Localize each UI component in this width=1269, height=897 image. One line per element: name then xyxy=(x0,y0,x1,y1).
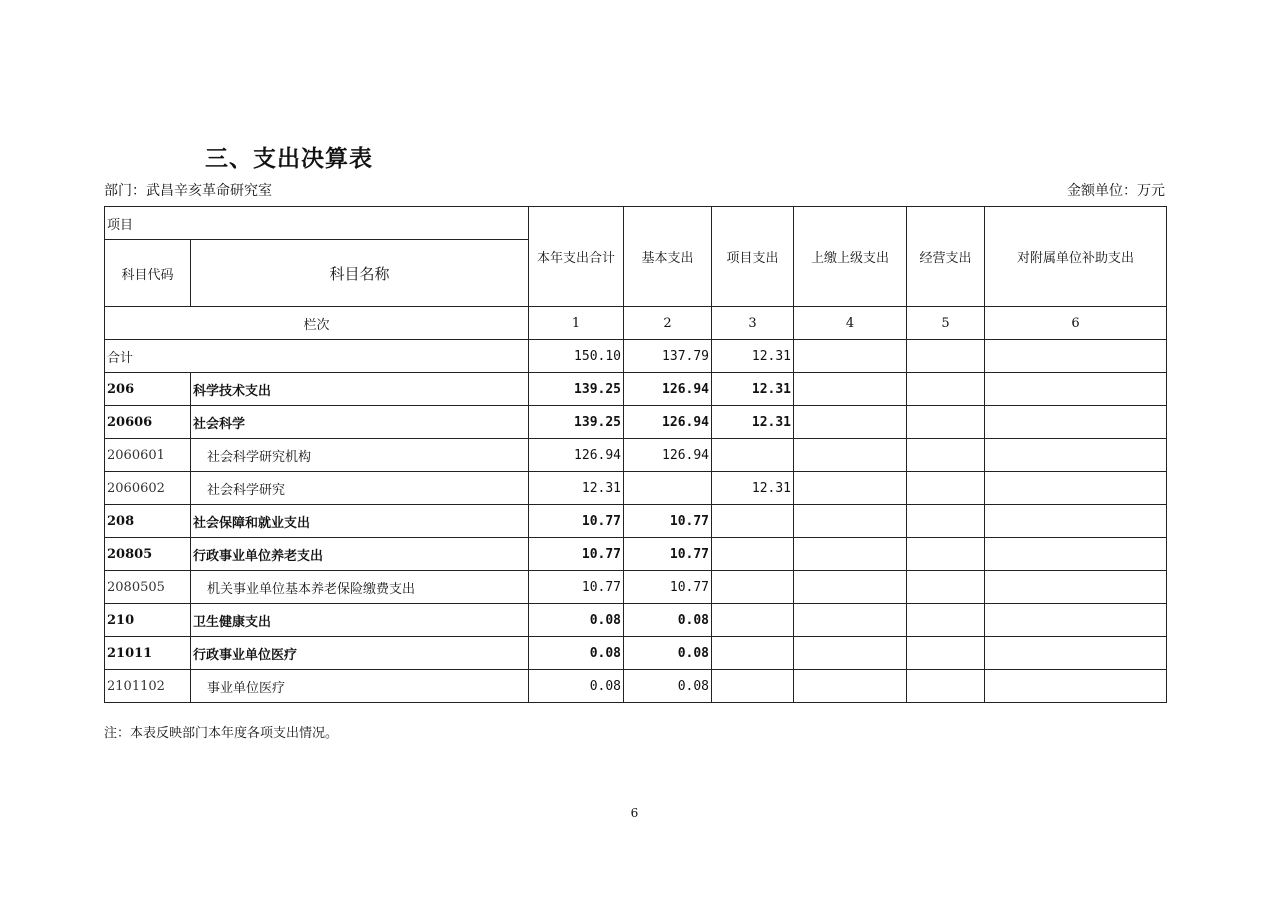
amount-cell xyxy=(712,604,794,637)
amount-cell xyxy=(794,538,907,571)
amount-cell xyxy=(985,340,1167,373)
amount-cell xyxy=(985,604,1167,637)
amount-cell: 10.77 xyxy=(529,571,624,604)
amount-cell: 10.77 xyxy=(624,505,712,538)
amount-cell xyxy=(794,604,907,637)
subject-name: 社会科学研究机构 xyxy=(191,439,529,472)
amount-cell: 12.31 xyxy=(529,472,624,505)
amount-cell: 137.79 xyxy=(624,340,712,373)
subject-code: 21011 xyxy=(105,637,191,670)
table-row xyxy=(105,472,1167,505)
amount-cell: 0.08 xyxy=(624,637,712,670)
table-row xyxy=(105,505,1167,538)
department-label: 部门：武昌辛亥革命研究室 xyxy=(104,183,272,199)
unit-label: 金额单位：万元 xyxy=(1067,183,1165,199)
col-number: 2 xyxy=(624,307,712,340)
col-header-total: 本年支出合计 xyxy=(529,207,624,307)
amount-cell xyxy=(907,373,985,406)
table-row xyxy=(105,439,1167,472)
row-label: 栏次 xyxy=(105,307,529,340)
col-number: 6 xyxy=(985,307,1167,340)
amount-cell xyxy=(794,340,907,373)
amount-cell: 0.08 xyxy=(624,670,712,703)
amount-cell xyxy=(712,571,794,604)
subject-code: 206 xyxy=(105,373,191,406)
amount-cell xyxy=(794,439,907,472)
amount-cell: 12.31 xyxy=(712,406,794,439)
table-row xyxy=(105,637,1167,670)
page-number: 6 xyxy=(630,806,639,820)
table-row xyxy=(105,571,1167,604)
col-number: 4 xyxy=(794,307,907,340)
amount-cell xyxy=(907,604,985,637)
amount-cell xyxy=(712,538,794,571)
amount-cell xyxy=(794,373,907,406)
amount-cell: 12.31 xyxy=(712,373,794,406)
table-note: 注：本表反映部门本年度各项支出情况。 xyxy=(104,726,339,741)
amount-cell: 126.94 xyxy=(624,406,712,439)
amount-cell xyxy=(712,670,794,703)
amount-cell: 10.77 xyxy=(529,505,624,538)
subject-name: 事业单位医疗 xyxy=(191,670,529,703)
amount-cell xyxy=(624,472,712,505)
table-row xyxy=(105,340,1167,373)
amount-cell: 139.25 xyxy=(529,373,624,406)
amount-cell: 0.08 xyxy=(529,670,624,703)
amount-cell xyxy=(794,571,907,604)
amount-cell: 10.77 xyxy=(624,538,712,571)
subject-name: 社会科学 xyxy=(191,406,529,439)
subject-name: 卫生健康支出 xyxy=(191,604,529,637)
amount-cell: 150.10 xyxy=(529,340,624,373)
col-number: 5 xyxy=(907,307,985,340)
col-header-subsidy: 对附属单位补助支出 xyxy=(985,207,1167,307)
amount-cell xyxy=(985,505,1167,538)
total-label: 合计 xyxy=(105,340,529,373)
amount-cell xyxy=(794,472,907,505)
subject-name: 社会保障和就业支出 xyxy=(191,505,529,538)
amount-cell: 12.31 xyxy=(712,340,794,373)
amount-cell: 126.94 xyxy=(529,439,624,472)
amount-cell: 0.08 xyxy=(624,604,712,637)
col-number: 1 xyxy=(529,307,624,340)
amount-cell xyxy=(712,505,794,538)
amount-cell xyxy=(985,439,1167,472)
subject-name: 机关事业单位基本养老保险缴费支出 xyxy=(191,571,529,604)
col-header-upper: 上缴上级支出 xyxy=(794,207,907,307)
col-header-basic: 基本支出 xyxy=(624,207,712,307)
amount-cell xyxy=(985,472,1167,505)
amount-cell xyxy=(985,571,1167,604)
amount-cell xyxy=(794,406,907,439)
amount-cell: 10.77 xyxy=(529,538,624,571)
subject-name: 社会科学研究 xyxy=(191,472,529,505)
amount-cell xyxy=(985,373,1167,406)
col-header-project: 项目支出 xyxy=(712,207,794,307)
amount-cell xyxy=(985,406,1167,439)
amount-cell xyxy=(985,637,1167,670)
amount-cell xyxy=(794,670,907,703)
amount-cell xyxy=(985,538,1167,571)
page-title: 三、支出决算表 xyxy=(205,146,373,172)
amount-cell: 0.08 xyxy=(529,637,624,670)
amount-cell: 126.94 xyxy=(624,373,712,406)
amount-cell xyxy=(907,340,985,373)
table-row xyxy=(105,538,1167,571)
amount-cell xyxy=(907,406,985,439)
header-code: 科目代码 xyxy=(105,240,191,307)
subject-code: 2060602 xyxy=(105,472,191,505)
amount-cell xyxy=(907,439,985,472)
col-number: 3 xyxy=(712,307,794,340)
subject-name: 行政事业单位养老支出 xyxy=(191,538,529,571)
amount-cell xyxy=(907,472,985,505)
amount-cell: 0.08 xyxy=(529,604,624,637)
subject-code: 2101102 xyxy=(105,670,191,703)
table-row xyxy=(105,604,1167,637)
subject-name: 科学技术支出 xyxy=(191,373,529,406)
table-row xyxy=(105,406,1167,439)
amount-cell xyxy=(712,637,794,670)
amount-cell xyxy=(907,637,985,670)
header-item: 项目 xyxy=(105,207,529,240)
col-header-business: 经营支出 xyxy=(907,207,985,307)
amount-cell: 126.94 xyxy=(624,439,712,472)
amount-cell xyxy=(907,538,985,571)
subject-name: 行政事业单位医疗 xyxy=(191,637,529,670)
subject-code: 20606 xyxy=(105,406,191,439)
amount-cell xyxy=(985,670,1167,703)
amount-cell xyxy=(794,637,907,670)
expenditure-table xyxy=(104,206,1167,703)
amount-cell: 139.25 xyxy=(529,406,624,439)
subject-code: 20805 xyxy=(105,538,191,571)
subject-code: 2080505 xyxy=(105,571,191,604)
amount-cell xyxy=(907,571,985,604)
header-name: 科目名称 xyxy=(191,240,529,307)
subject-code: 2060601 xyxy=(105,439,191,472)
subject-code: 208 xyxy=(105,505,191,538)
amount-cell xyxy=(907,670,985,703)
table-row xyxy=(105,373,1167,406)
amount-cell xyxy=(712,439,794,472)
table-row xyxy=(105,670,1167,703)
subject-code: 210 xyxy=(105,604,191,637)
amount-cell xyxy=(907,505,985,538)
amount-cell: 12.31 xyxy=(712,472,794,505)
amount-cell xyxy=(794,505,907,538)
amount-cell: 10.77 xyxy=(624,571,712,604)
